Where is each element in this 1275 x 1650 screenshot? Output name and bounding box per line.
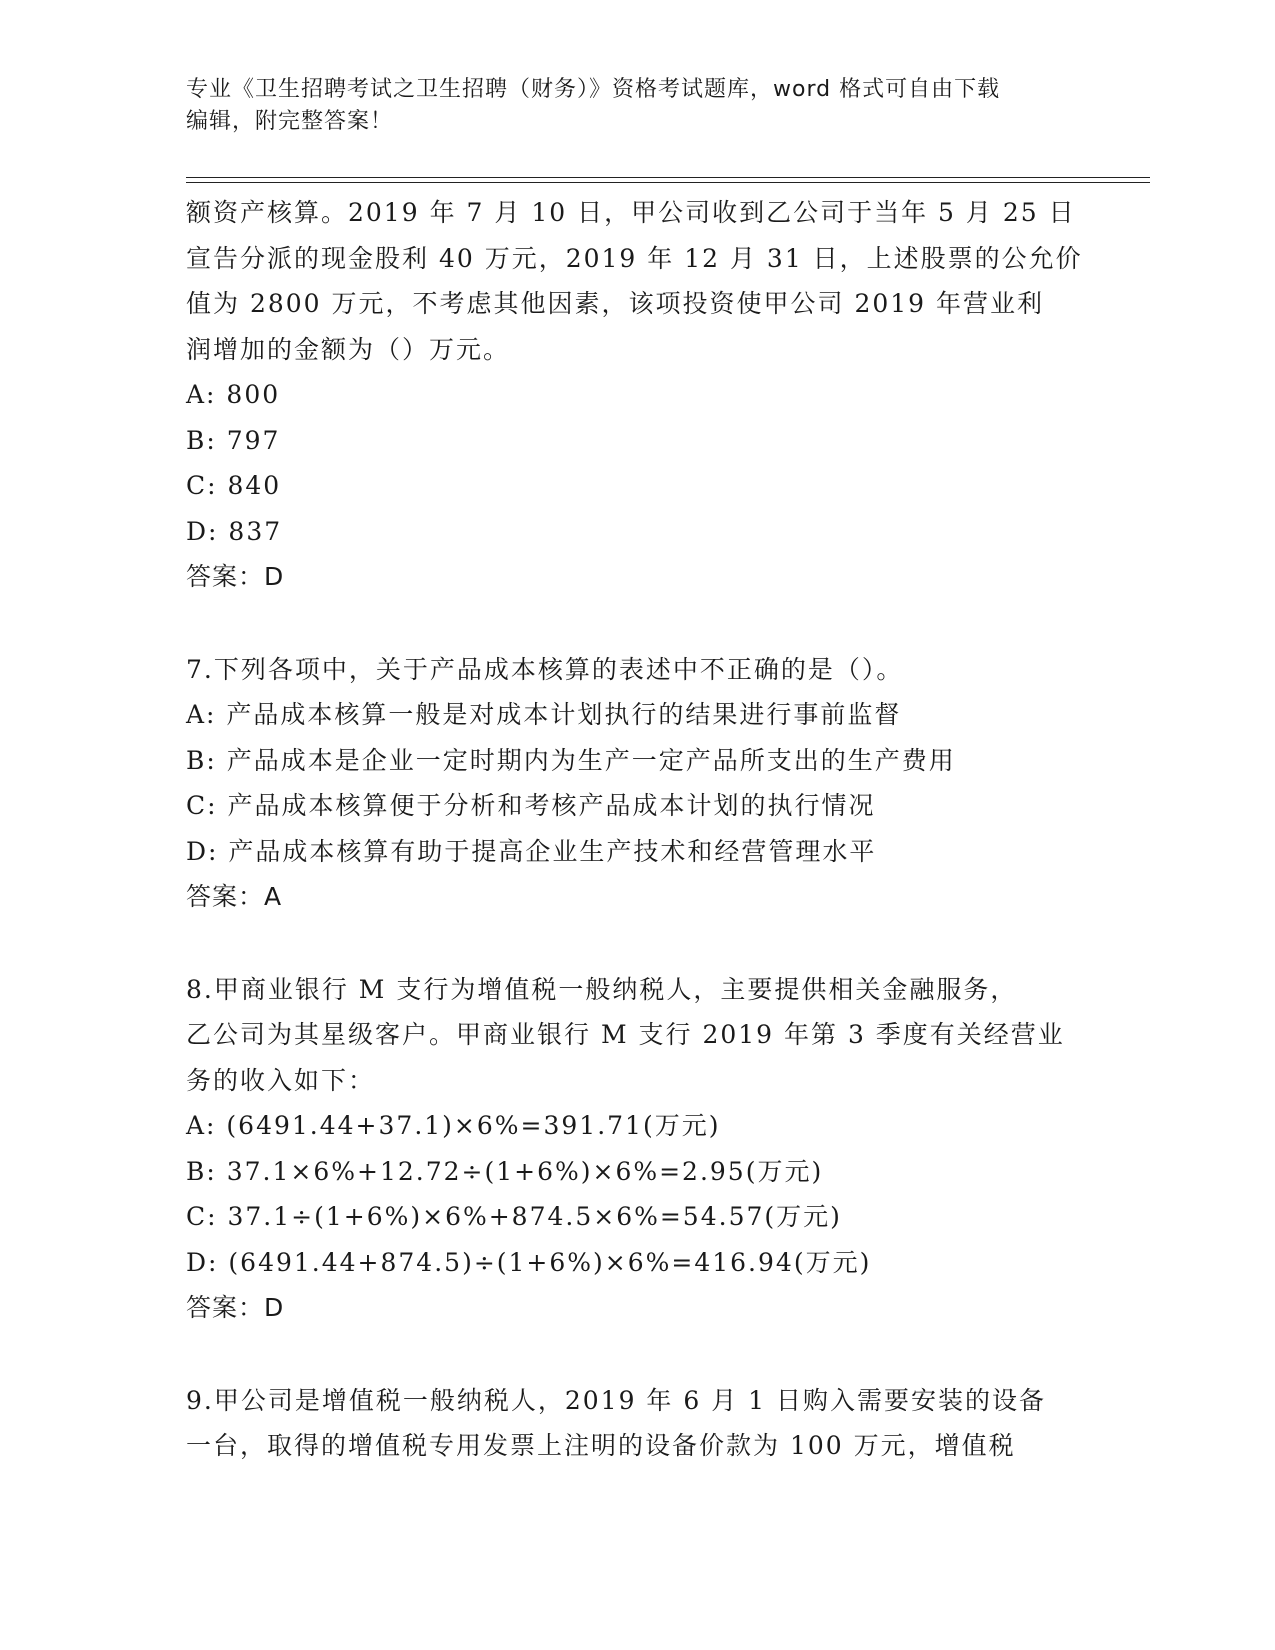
option-b: B: 产品成本是企业一定时期内为生产一定产品所支出的生产费用	[186, 745, 956, 775]
option-d: D: (6491.44+874.5)÷(1+6%)×6%=416.94(万元)	[186, 1247, 872, 1277]
spacer	[186, 920, 1116, 967]
option-d: D: 产品成本核算有助于提高企业生产技术和经营管理水平	[186, 836, 877, 866]
document-header	[186, 74, 1066, 138]
answer-label: 答案：A	[186, 882, 283, 911]
option-b: B: 797	[186, 425, 281, 455]
spacer	[186, 600, 1116, 647]
question-6	[186, 190, 1116, 600]
question-text-line: 7.下列各项中，关于产品成本核算的表述中不正确的是（）。	[186, 654, 904, 684]
question-text-line: 额资产核算。2019 年 7 月 10 日，甲公司收到乙公司于当年 5 月 25 日	[186, 198, 1076, 227]
header-divider-bottom	[186, 182, 1150, 183]
question-text-line: 一台，取得的增值税专用发票上注明的设备价款为 100 万元，增值税	[186, 1431, 1016, 1460]
question-text-line: 9.甲公司是增值税一般纳税人，2019 年 6 月 1 日购入需要安装的设备	[186, 1385, 1047, 1415]
option-c: C: 37.1÷(1+6%)×6%+874.5×6%=54.57(万元)	[186, 1202, 842, 1231]
question-7	[186, 647, 1116, 920]
document-body	[186, 190, 1116, 1469]
option-a: A: (6491.44+37.1)×6%=391.71(万元)	[186, 1111, 721, 1140]
header-divider-top	[186, 177, 1150, 178]
question-text-line: 乙公司为其星级客户。甲商业银行 M 支行 2019 年第 3 季度有关经营业	[186, 1020, 1065, 1049]
question-text-line: 宣告分派的现金股利 40 万元，2019 年 12 月 31 日，上述股票的公允价	[186, 243, 1083, 273]
option-a: A: 产品成本核算一般是对成本计划执行的结果进行事前监督	[186, 700, 902, 729]
answer-label: 答案：D	[186, 1293, 285, 1322]
option-a: A: 800	[186, 380, 281, 409]
spacer	[186, 1331, 1116, 1378]
option-c: C: 产品成本核算便于分析和考核产品成本计划的执行情况	[186, 791, 876, 820]
answer-label: 答案：D	[186, 562, 285, 591]
option-d: D: 837	[186, 516, 283, 546]
question-9	[186, 1378, 1116, 1469]
question-8	[186, 967, 1116, 1331]
question-text-line: 值为 2800 万元，不考虑其他因素，该项投资使甲公司 2019 年营业利	[186, 289, 1045, 318]
question-text-line: 务的收入如下：	[186, 1065, 376, 1095]
header-line-1: 专业《卫生招聘考试之卫生招聘（财务）》资格考试题库，word 格式可自由下载	[186, 77, 1001, 102]
option-c: C: 840	[186, 471, 282, 500]
option-b: B: 37.1×6%+12.72÷(1+6%)×6%=2.95(万元)	[186, 1156, 824, 1186]
header-line-2: 编辑，附完整答案！	[186, 109, 394, 134]
question-text-line: 润增加的金额为（）万元。	[186, 334, 511, 364]
question-text-line: 8.甲商业银行 M 支行为增值税一般纳税人，主要提供相关金融服务，	[186, 974, 1018, 1004]
